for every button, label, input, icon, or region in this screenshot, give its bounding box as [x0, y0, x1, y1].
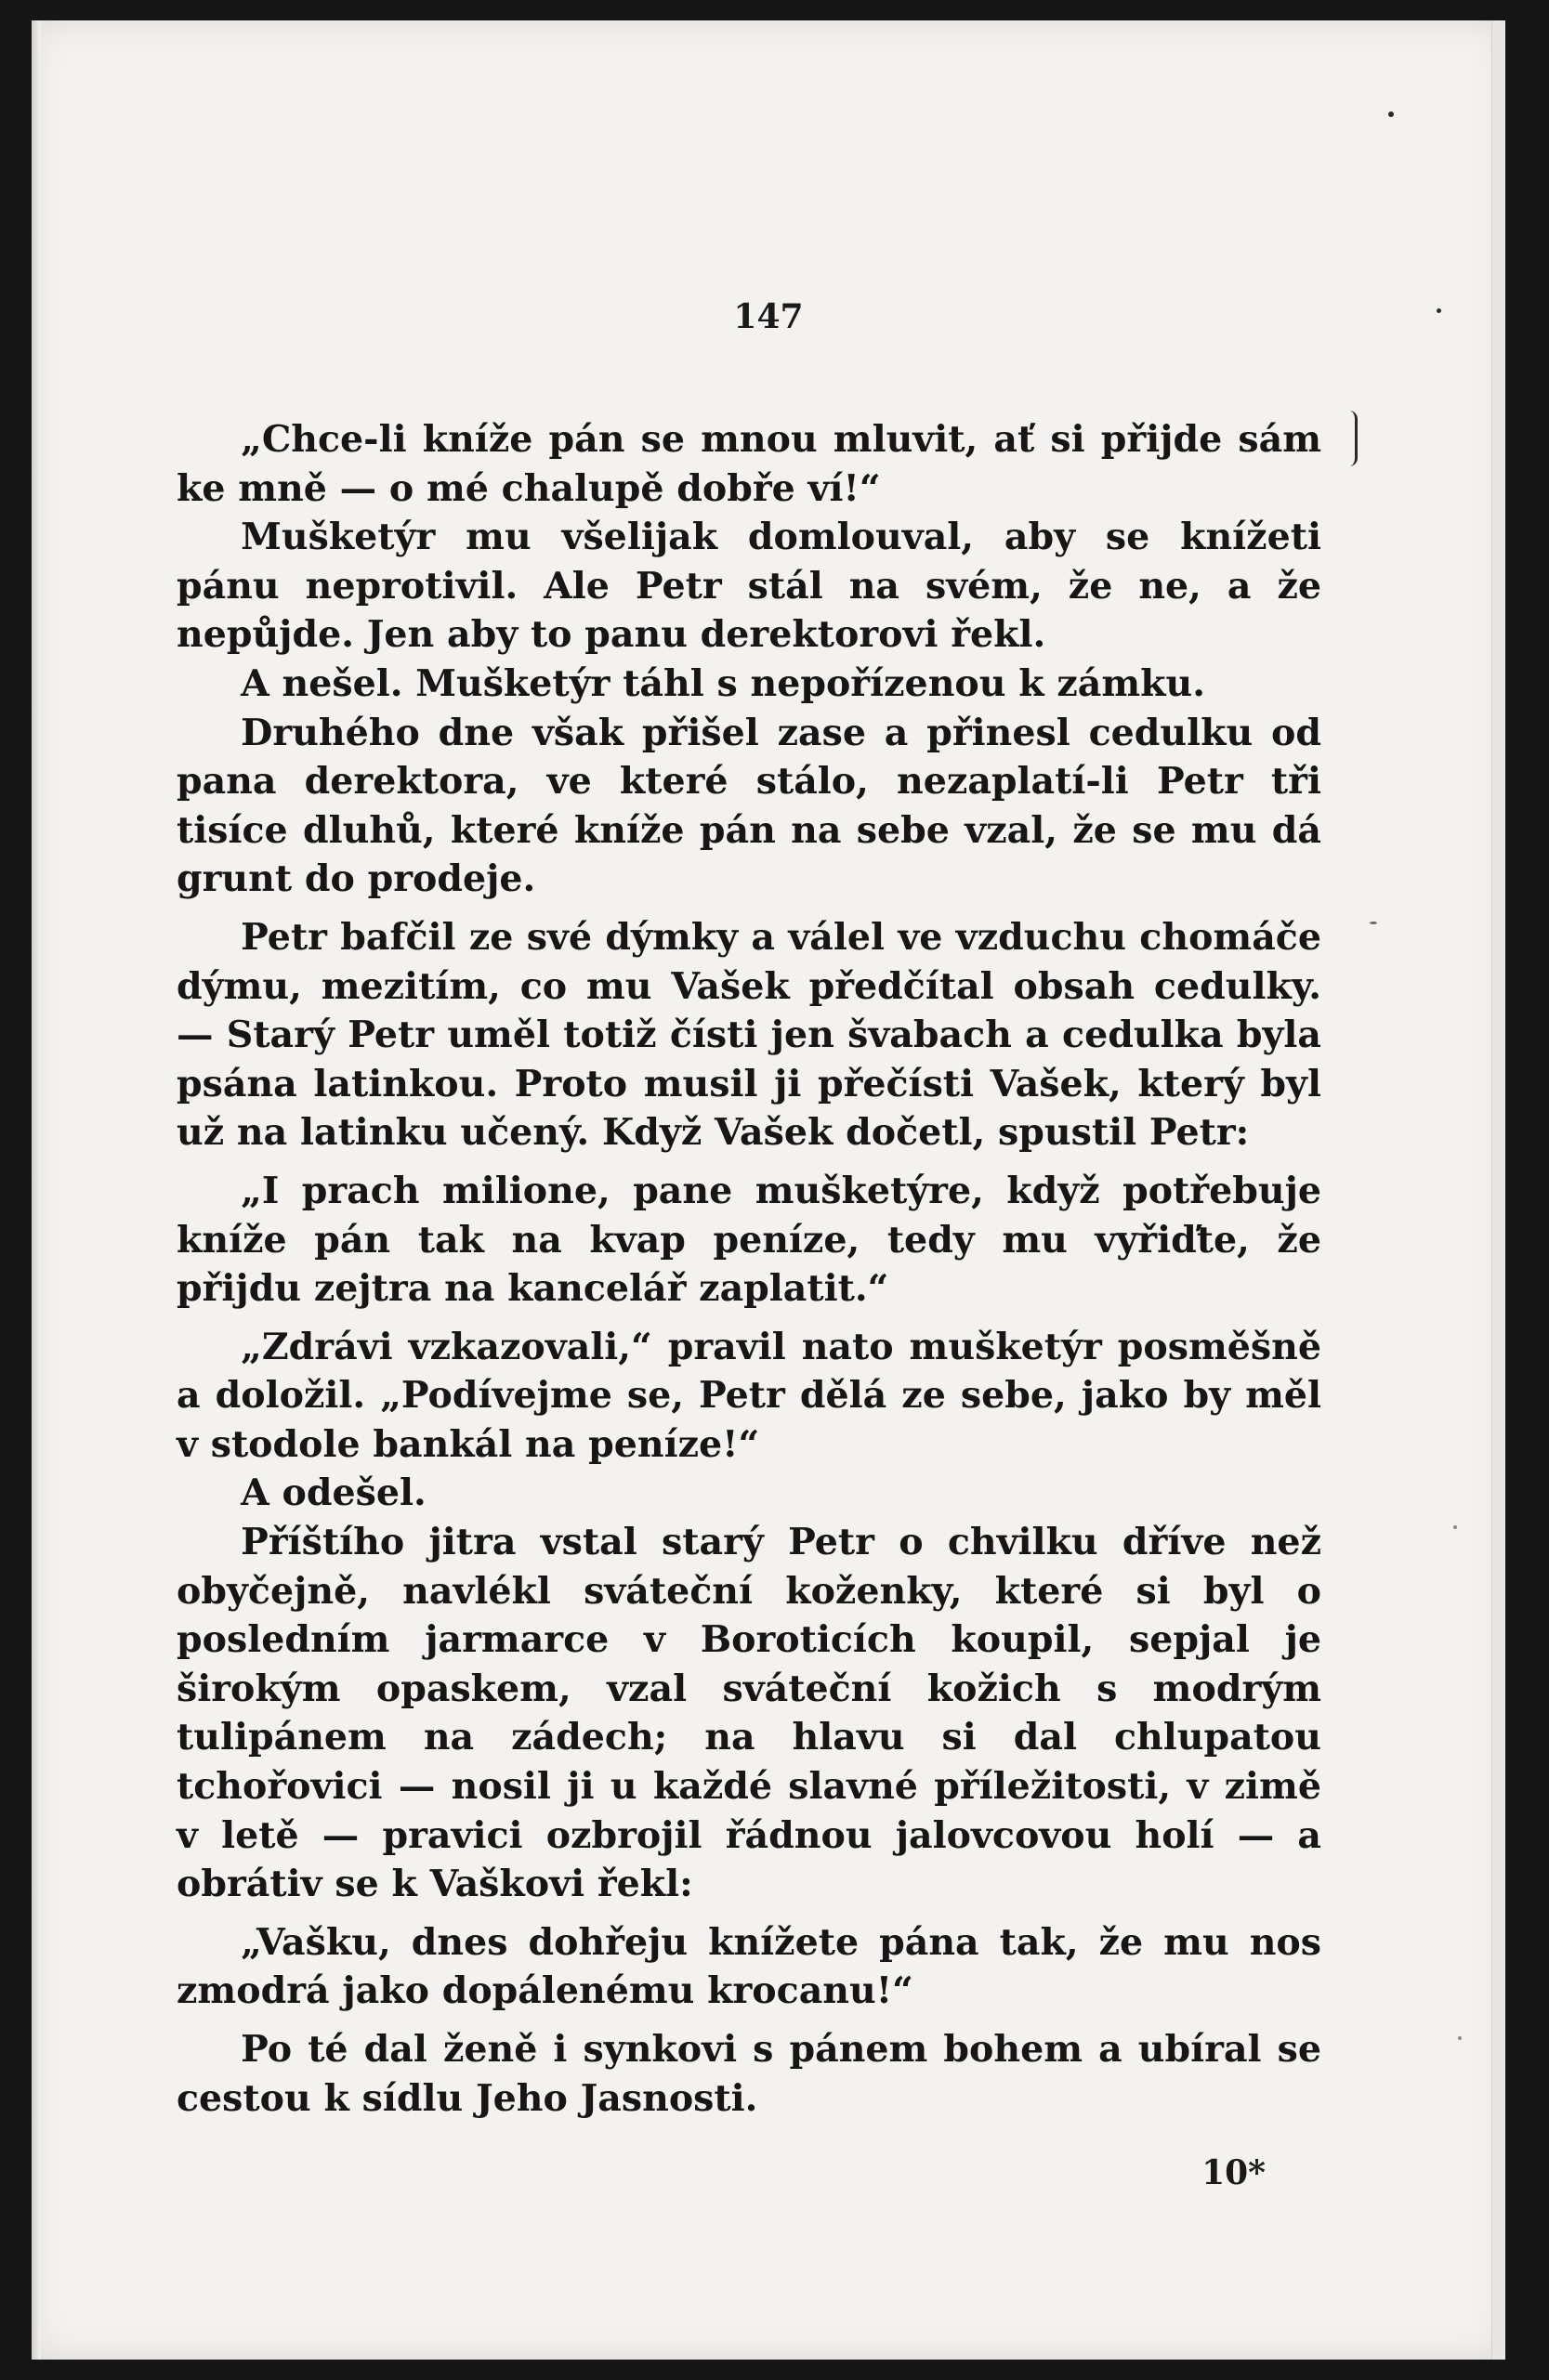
margin-mark — [1349, 411, 1358, 466]
book-page — [32, 20, 1505, 2360]
page-edge-strip — [1491, 20, 1505, 2360]
paragraph: Petr bafčil ze své dýmky a válel ve vzduchu chomáče dýmu, mezitím, co mu Vašek předčítal obsah cedulky. — Starý Petr uměl totiž čísti jen švabach a cedulka byla psána latinkou. Proto musil ji přečísti Vašek, který byl už na latinku učený. Když Vašek dočetl, spustil Petr: — [177, 915, 1321, 1155]
dust-speck — [1388, 111, 1394, 117]
paragraph: A nešel. Mušketýr táhl s nepořízenou k zámku. — [241, 661, 1206, 705]
paragraph: „Vašku, dnes dohřeju knížete pána tak, že mu nos zmodrá jako dopálenému krocanu!“ — [177, 1920, 1321, 2013]
body-text — [177, 415, 1321, 2123]
binding-edge — [32, 20, 41, 2360]
paragraph: Po té dal ženě i synkovi s pánem bohem a ubíral se cestou k sídlu Jeho Jasnosti. — [177, 2028, 1321, 2120]
paragraph: Mušketýr mu všelijak domlouval, aby se knížeti pánu neprotivil. Ale Petr stál na svém, že ne, a že nepůjde. Jen aby to panu derektorovi řekl. — [177, 516, 1321, 657]
dust-speck — [1437, 308, 1441, 313]
paragraph: „Chce-li kníže pán se mnou mluvit, ať si přijde sám ke mně — o mé chalupě dobře ví!“ — [177, 418, 1321, 510]
paragraph: „I prach milione, pane mušketýre, když potřebuje kníže pán tak na kvap peníze, tedy mu vyřiďte, že přijdu zejtra na kancelář zaplatit.“ — [177, 1169, 1321, 1311]
page-number: 147 — [733, 297, 804, 336]
paragraph: A odešel. — [241, 1471, 427, 1515]
dust-speck — [1458, 2036, 1462, 2040]
paragraph: Druhého dne však přišel zase a přinesl cedulku od pana derektora, ve které stálo, nezaplatí-li Petr tři tisíce dluhů, které kníže pán na sebe vzal, že se mu dá grunt do prodeje. — [177, 711, 1321, 901]
dust-speck — [1370, 922, 1377, 924]
paragraph: Příštího jitra vstal starý Petr o chvilku dříve než obyčejně, navlékl sváteční koženky, které si byl o posledním jarmarce v Boroticích koupil, sepjal je širokým opaskem, vzal sváteční kožich s modrým tulipánem na zádech; na hlavu si dal chlupatou tchořovici — nosil ji u každé slavné příležitosti, v zimě v letě — pravici ozbrojil řádnou jalovcovou holí — a obrátiv se k Vaškovi řekl: — [177, 1521, 1321, 1906]
dust-speck — [1453, 1525, 1457, 1529]
printer-signature-mark: 10* — [1201, 2153, 1266, 2192]
paragraph: „Zdrávi vzkazovali,“ pravil nato mušketýr posměšně a doložil. „Podívejme se, Petr dělá ze sebe, jako by měl v stodole bankál na peníze!“ — [177, 1325, 1321, 1466]
